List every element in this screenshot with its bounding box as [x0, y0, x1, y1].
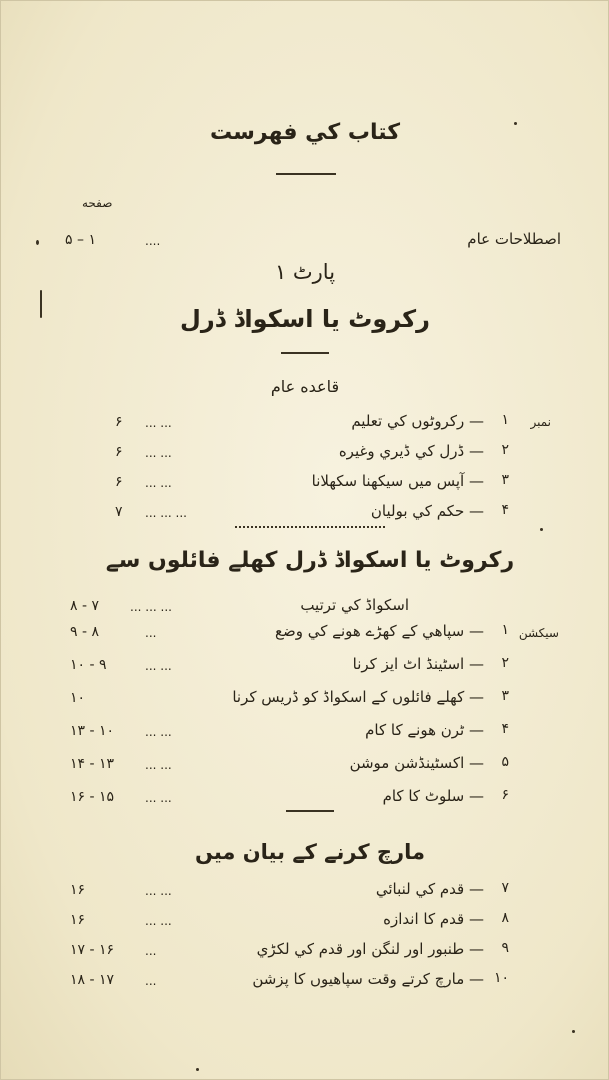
- toc-entry-dots: ... ...: [145, 476, 172, 490]
- part-number: پارٹ ۱: [274, 260, 336, 284]
- toc-entry-label: — سلوٹ کا کام: [382, 787, 484, 805]
- toc-entry-dots: ... ...: [145, 725, 172, 739]
- toc-entry-label: — ڈرل کي ڈيري وغيره: [338, 442, 484, 460]
- toc-entry-number: ۲: [501, 442, 509, 458]
- toc-entry-number: ۳: [501, 688, 509, 704]
- toc-entry-number: ۳: [501, 472, 509, 488]
- intro-pages: ۷ - ۸: [70, 598, 100, 614]
- toc-entry-pages: ۹ - ۱۰: [70, 657, 107, 673]
- paper-speck: [196, 1068, 199, 1071]
- toc-entry-pages: ۶: [115, 444, 123, 460]
- toc-entry-number: ۸: [501, 910, 509, 926]
- toc-entry-label: — قدم کي لنبائي: [375, 880, 484, 898]
- toc-entry-label: — حکم کي بوليان: [370, 502, 484, 520]
- toc-entry-pages: ۱۶: [70, 912, 86, 928]
- toc-entry-number: ۶: [501, 787, 509, 803]
- toc-entry-pages: ۱۳ - ۱۴: [70, 756, 115, 772]
- paper-speck: [540, 528, 543, 531]
- part-divider: [281, 352, 329, 354]
- toc-entry-pages: ۱۶: [70, 882, 86, 898]
- toc-entry-dots: ... ...: [145, 758, 172, 772]
- general-rules-heading: قاعده عام: [270, 377, 340, 396]
- page-column-label: صفحه: [82, 196, 113, 210]
- toc-entry-pages: ۱۰ - ۱۳: [70, 723, 115, 739]
- toc-entry-label: — آپس ميں سيکھنا سکھلانا: [311, 472, 484, 490]
- general-terms-pages: ۱ – ۵: [65, 232, 96, 248]
- toc-entry-dots: ... ...: [145, 659, 172, 673]
- toc-entry-dots: ...: [145, 944, 157, 958]
- wavy-divider: [235, 522, 385, 528]
- toc-entry-number: ۷: [501, 880, 509, 896]
- toc-entry-dots: ... ...: [145, 791, 172, 805]
- toc-entry-number: ۵: [501, 754, 509, 770]
- toc-entry-dots: ... ... ...: [145, 506, 187, 520]
- toc-entry-pages: ۶: [115, 414, 123, 430]
- toc-entry-number: ۴: [501, 502, 509, 518]
- paper-speck: [572, 1030, 575, 1033]
- toc-entry-pages: ۱۶ - ۱۷: [70, 942, 115, 958]
- toc-entry-label: — اکسٹينڈشن موشن: [349, 754, 484, 772]
- toc-entry-dots: ... ...: [145, 884, 172, 898]
- toc-entry-pages: ۸ - ۹: [70, 624, 100, 640]
- toc-entry-pages: ۱۷ - ۱۸: [70, 972, 115, 988]
- toc-entry-number: ۱: [501, 412, 509, 428]
- toc-entry-pages: ۱۰: [70, 690, 86, 706]
- toc-entry-label: — طنبور اور لنگن اور قدم کي لکڑي: [256, 940, 484, 958]
- toc-entry-label: — قدم کا اندازه: [383, 910, 484, 928]
- number-label: نمبر: [530, 415, 551, 429]
- toc-entry-number: ۲: [501, 655, 509, 671]
- toc-entry-pages: ۷: [115, 504, 123, 520]
- toc-entry-label: — مارچ کرتے وقت سپاهيوں کا پزشن: [252, 970, 484, 988]
- paper-speck: [36, 240, 39, 245]
- toc-entry-label: — رکروٹوں کي تعليم: [351, 412, 484, 430]
- toc-entry-dots: ...: [145, 626, 157, 640]
- toc-title: كتاب كي فهرست: [209, 120, 401, 145]
- toc-entry-number: ۱: [501, 622, 509, 638]
- open-files-heading: رکروٹ يا اسکواڈ ڈرل کھلے فائلوں سے: [105, 548, 515, 573]
- toc-entry-label: — اسٹينڈ اٹ ايز کرنا: [352, 655, 484, 673]
- toc-entry-number: ۱۰: [493, 970, 509, 986]
- toc-entry-pages: ۱۵ - ۱۶: [70, 789, 115, 805]
- toc-entry-dots: ...: [145, 974, 157, 988]
- general-terms-label: اصطلاحات عام: [467, 230, 561, 248]
- march-heading: مارچ کرنے کے بيان ميں: [194, 840, 426, 864]
- toc-entry-dots: ... ...: [145, 446, 172, 460]
- title-divider: [276, 173, 336, 175]
- toc-entry-dots: ... ...: [145, 416, 172, 430]
- toc-entry-label: — ٹرن هونے کا کام: [365, 721, 484, 739]
- toc-entry-number: ۹: [501, 940, 509, 956]
- toc-entry-dots: ... ...: [145, 914, 172, 928]
- section-label: سيکشن: [518, 626, 559, 640]
- intro-dots: ... ... ...: [130, 600, 172, 614]
- toc-entry-number: ۴: [501, 721, 509, 737]
- paper-speck: [514, 122, 517, 125]
- general-terms-dots: ....: [145, 234, 161, 248]
- section-divider: [286, 810, 334, 812]
- intro-label: اسکواڈ کي ترتيب: [300, 596, 409, 614]
- toc-entry-label: — کھلے فائلوں کے اسکواڈ کو ڈريس کرنا: [232, 688, 484, 706]
- paper-speck: [40, 290, 42, 318]
- part-title: رکروٹ يا اسکواڈ ڈرل: [180, 305, 430, 333]
- toc-entry-label: — سپاهي کے کھڑے هونے کي وضع: [275, 622, 484, 640]
- toc-entry-pages: ۶: [115, 474, 123, 490]
